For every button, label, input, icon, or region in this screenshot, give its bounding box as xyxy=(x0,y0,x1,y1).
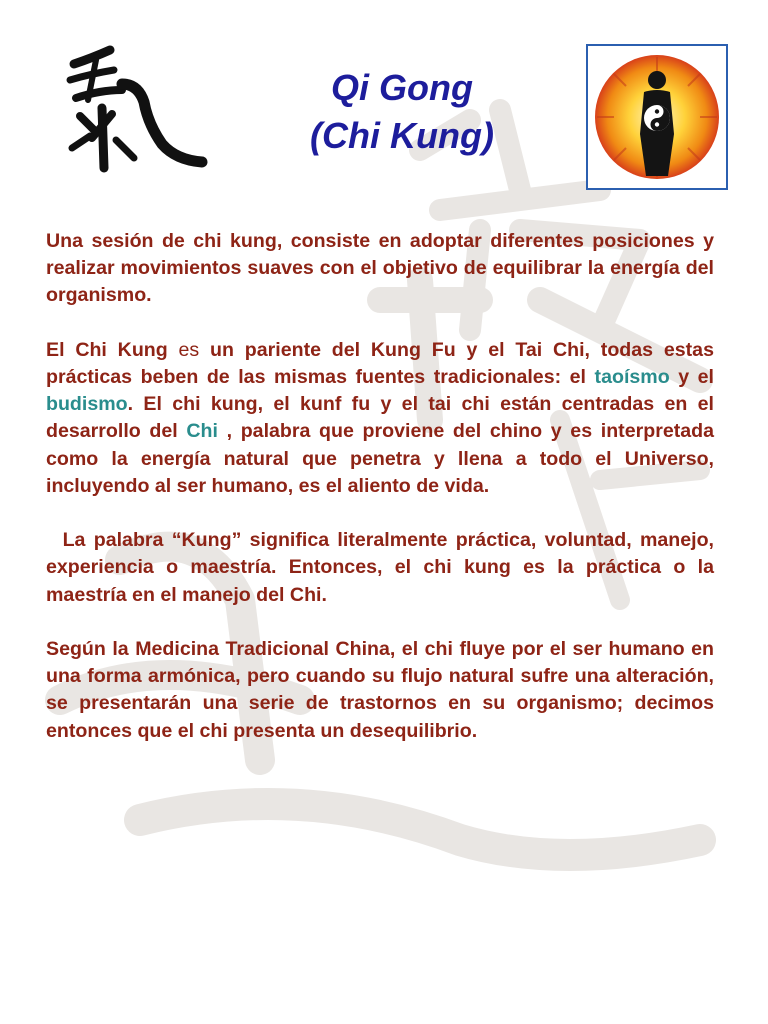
page-title xyxy=(262,64,542,160)
p2-text-1: un pariente del Kung Fu y el Tai Chi, todas estas prácticas beben de las mismas fuentes tradicionales: el xyxy=(46,338,714,388)
paragraph-2 xyxy=(46,337,714,500)
budismo-highlight: budismo xyxy=(46,393,128,416)
chi-highlight: Chi xyxy=(186,420,218,443)
paragraph-1: Una sesión de chi kung, consiste en adoptar diferentes posiciones y realizar movimientos suaves con el objetivo de equilibrar la energía del organismo. xyxy=(46,230,714,307)
yin-yang-figure-icon xyxy=(586,44,728,190)
p2-text-3: . El chi kung, el kunf fu y el tai chi están centradas en el desarrollo del xyxy=(46,393,714,443)
p3-text: La palabra “Kung” significa literalmente práctica, voluntad, manejo, experiencia o maestría. Entonces, el chi kung es la práctica o la maestría en el manejo del Chi. xyxy=(46,529,714,606)
title-line-1: Qi Gong xyxy=(331,67,473,108)
p2-text-4: , palabra que proviene del chino y es interpretada como la energía natural que penetra y llena a todo el Universo, incluyendo al ser humano, es el aliento de vida. xyxy=(46,420,715,497)
article-body xyxy=(46,228,714,772)
p2-chi-kung: El Chi Kung xyxy=(46,338,168,361)
qi-calligraphy-icon xyxy=(52,40,212,180)
p2-es: es xyxy=(167,338,211,361)
p2-text-2: y el xyxy=(669,366,714,388)
paragraph-3 xyxy=(46,527,714,609)
paragraph-4: Según la Medicina Tradicional China, el chi fluye por el ser humano en una forma armónica, pero cuando su flujo natural sufre una alteración, se presentarán una serie de trastornos en su organismo; decimos entonces que el chi presenta un desequilibrio. xyxy=(46,638,714,742)
taoismo-highlight: taoísmo xyxy=(594,366,670,388)
title-line-2: (Chi Kung) xyxy=(310,115,494,156)
